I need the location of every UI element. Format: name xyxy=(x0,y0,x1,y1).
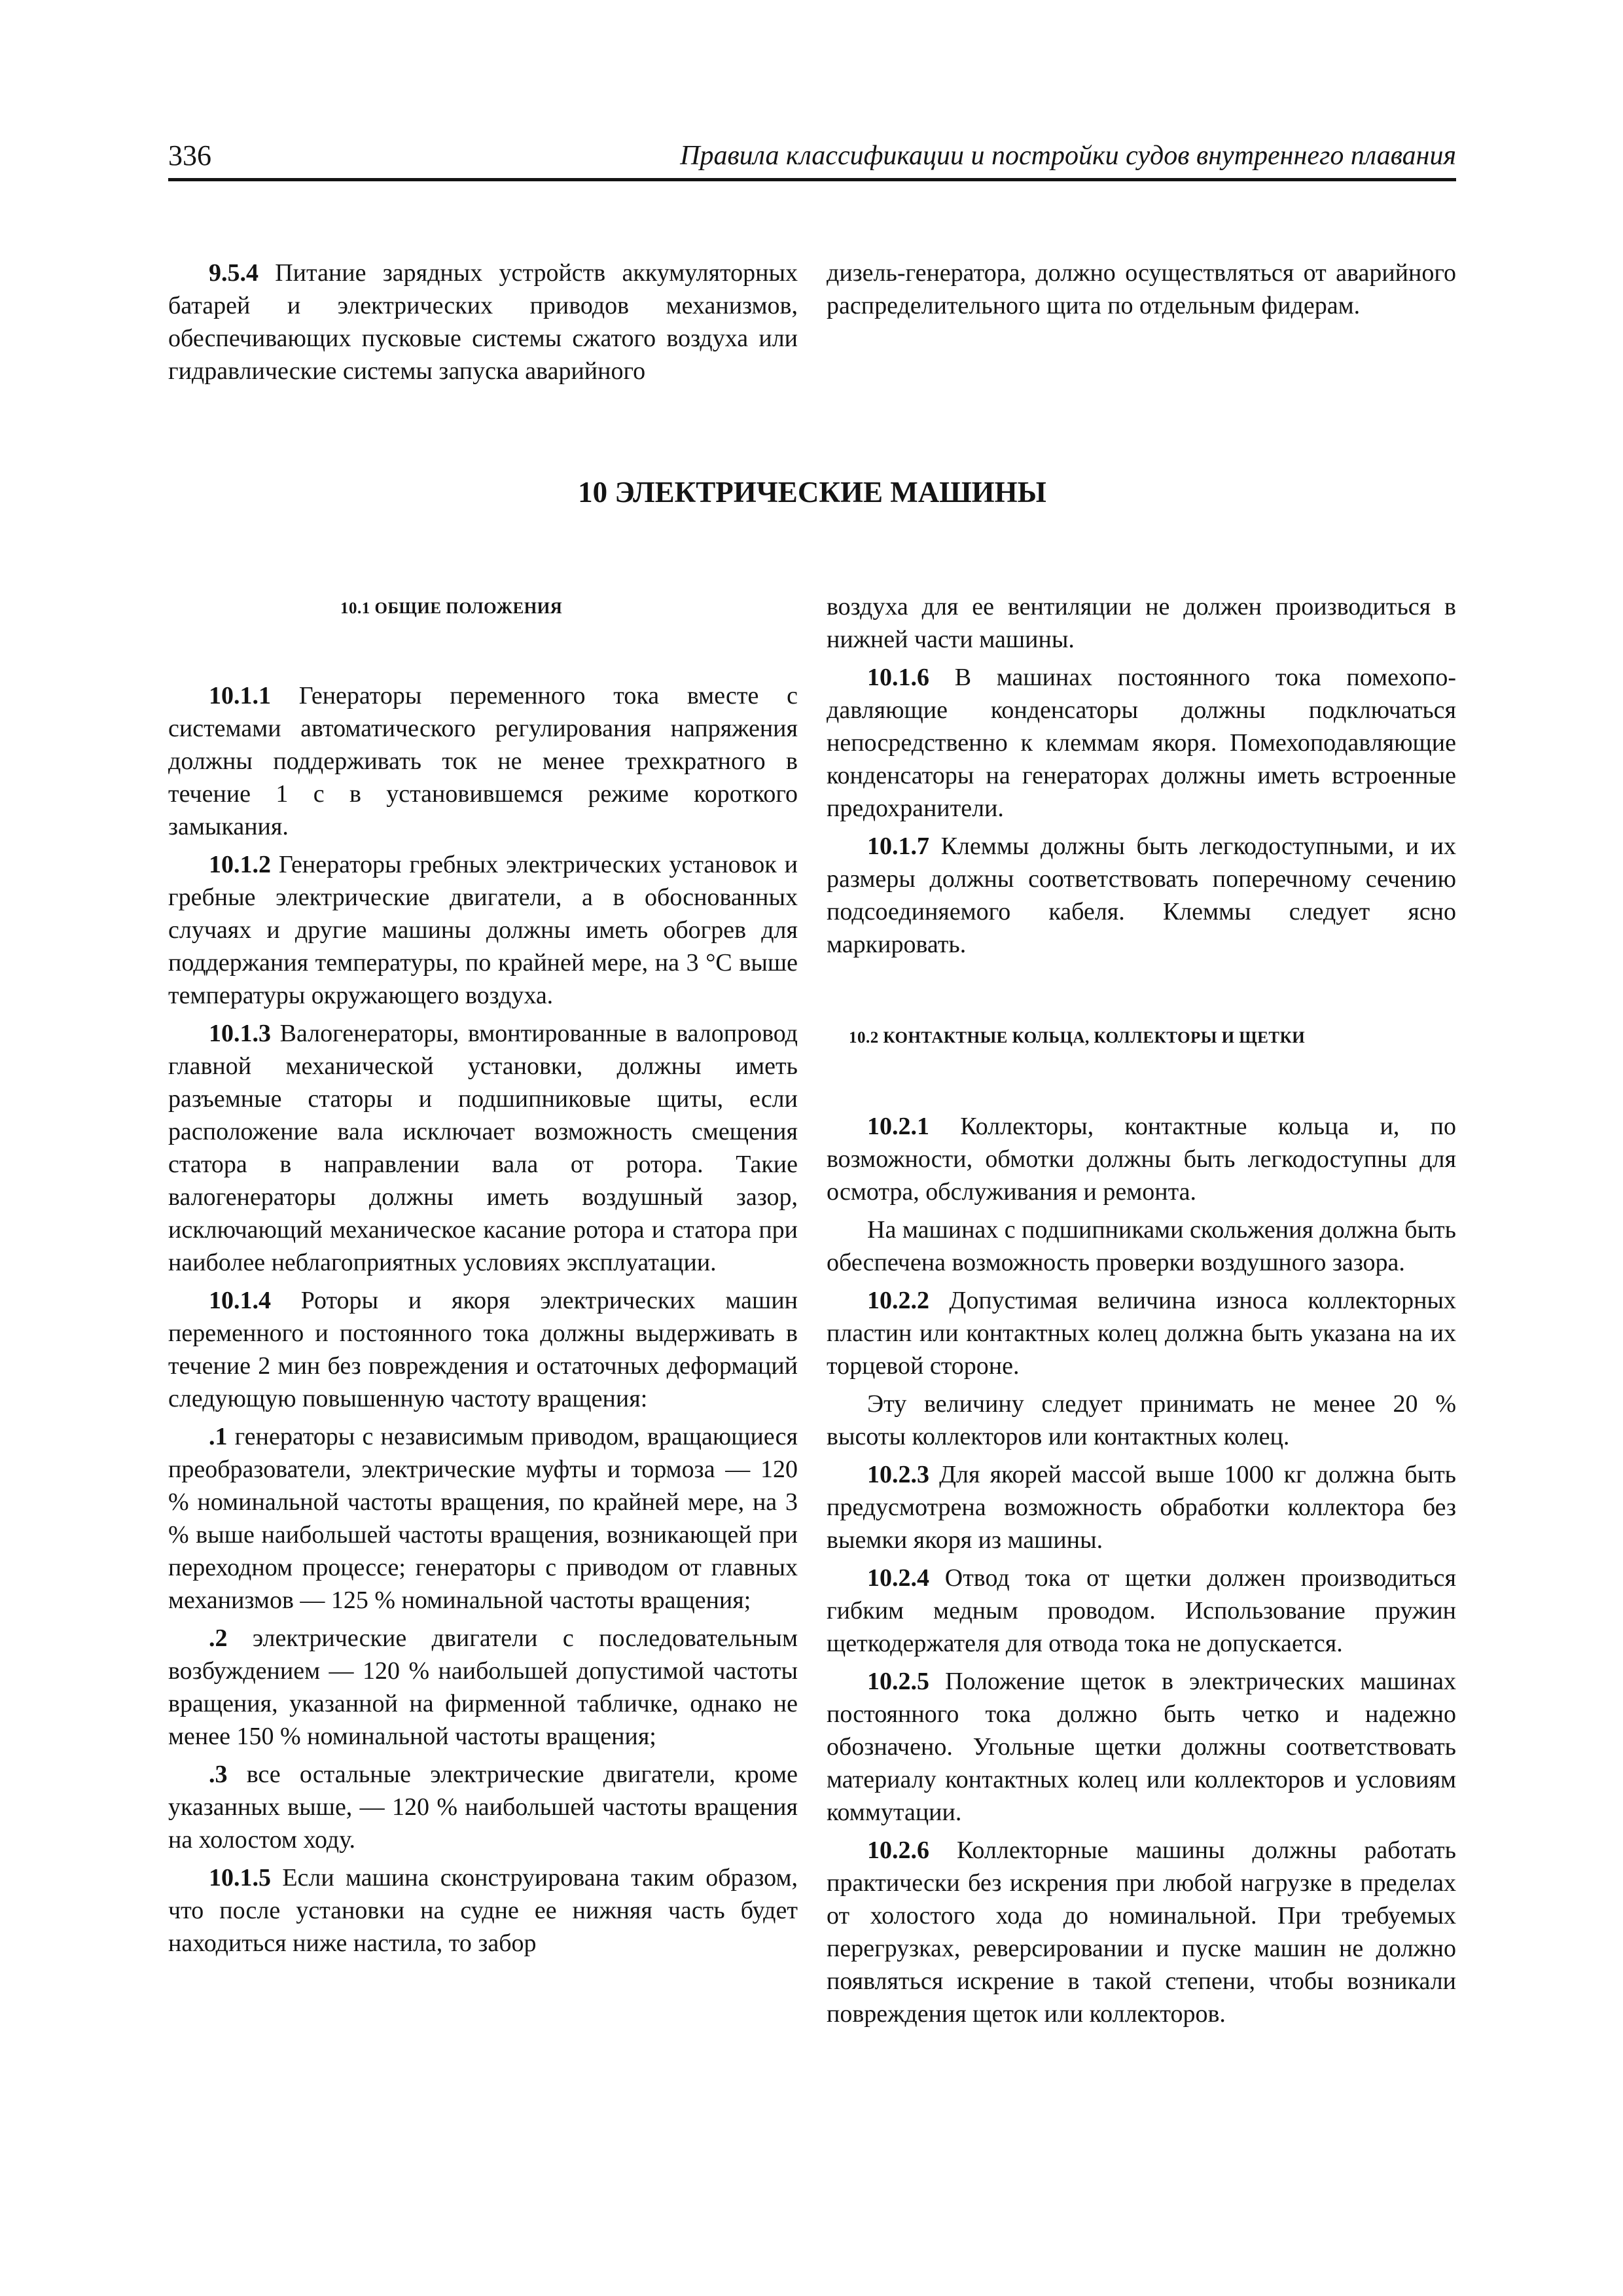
paragraph-10-1-2: 10.1.2 Генераторы гребных электрических установок и гребные электрические двигатели, а в обоснованных случаях и другие машины должны иметь обогрев для поддержания температуры, по крайней мере, на 3 °С выше температуры окружающего воздуха. xyxy=(168,851,798,1009)
paragraph-10-1-3: 10.1.3 Валогенераторы, вмонтированные в валопровод главной механической установки, должны иметь разъемные статоры и подшипниковые щиты, если расположение вала исключает возможность смещения статора в направлении вала от ротора. Такие валогенераторы должны иметь воздушный зазор, исключающий механическое касание ротора и статора при наиболее неблагоприятных условиях эксплуатации. xyxy=(168,1020,798,1276)
paragraph-10-2-2-b: Эту величину следует принимать не менее 20 % высоты коллекторов или контактных колец. xyxy=(827,1390,1456,1450)
paragraph-10-1-4: 10.1.4 Роторы и якоря электрических машин переменного и постоянного тока должны выдерживать в течение 2 мин без повреждения и остаточных деформаций следующую повышенную частоту вращения: xyxy=(168,1287,798,1412)
paragraph-10-2-5: 10.2.5 Положение щеток в электрических машинах постоянного тока должно быть четко и надежно обозначено. Угольные щетки должны соответствовать материалу контактных колец или коллекторов и условиям коммутации. xyxy=(827,1668,1456,1826)
top-right-column xyxy=(827,257,1456,322)
paragraph-10-1-7: 10.1.7 Клеммы должны быть легкодоступными, и их размеры должны соответствовать поперечному сечению подсоединяемого кабеля. Клеммы следует ясно маркировать. xyxy=(827,833,1456,958)
paragraph-9-5-4-continued: дизель-генератора, должно осуществляться от аварийного распределительного щита по отдельным фидерам. xyxy=(827,259,1456,319)
paragraph-10-1-1: 10.1.1 Генераторы переменного тока вместе с системами автоматического регулирования напряжения должны поддерживать ток не менее трехкратного в течение 1 с в установившемся режиме короткого замыкания. xyxy=(168,682,798,840)
list-item-1: .1 генераторы с независимым приводом, вращающиеся преобразователи, электрические муфты и тормоза — 120 % номинальной частоты вращения, по крайней мере, на 3 % выше наибольшей частоты вращения, возникающей при переходном процессе; генераторы с приводом от главных механизмов — 125 % номинальной частоты вращения; xyxy=(168,1423,798,1614)
top-left-column xyxy=(168,257,798,387)
page-header xyxy=(168,137,1456,181)
paragraph-10-2-4: 10.2.4 Отвод тока от щетки должен производиться гибким медным проводом. Использование пружин щеткодержателя для отвода тока не допускается. xyxy=(827,1564,1456,1657)
paragraph-10-1-5: 10.1.5 Если машина сконструирована таким образом, что после установки на судне ее нижняя часть будет находиться ниже настила, то забор xyxy=(168,1864,798,1957)
paragraph-10-2-3: 10.2.3 Для якорей массой выше 1000 кг должна быть предусмотрена возможность обработки коллектора без выемки якоря из машины. xyxy=(827,1461,1456,1554)
list-item-3: .3 все остальные электрические двигатели, кроме указанных выше, — 120 % наибольшей частоты вращения на холостом ходу. xyxy=(168,1761,798,1854)
section-title-10-1: 10.1 ОБЩИЕ ПОЛОЖЕНИЯ xyxy=(340,600,563,617)
chapter-title: 10 ЭЛЕКТРИЧЕСКИЕ МАШИНЫ xyxy=(578,476,1046,509)
paragraph-9-5-4: 9.5.4 Питание зарядных устройств аккумуляторных батарей и электрических приводов механизмов, обеспечивающих пусковые системы сжатого воздуха или гидравлические системы запуска аварийного xyxy=(168,259,798,385)
running-title: Правила классификации и постройки судов внутреннего плавания xyxy=(680,141,1456,171)
right-column-lower xyxy=(827,1110,1456,2030)
paragraph-10-1-6: 10.1.6 В машинах постоянного тока помехоподавляющие конденсаторы должны подключаться непосредственно к клеммам якоря. Помехоподавляющие конденсаторы на генераторах должны иметь встроенные предохранители. xyxy=(827,664,1456,822)
paragraph-10-2-6: 10.2.6 Коллекторные машины должны работать практически без искрения при любой нагрузке в пределах от холостого хода до номинальной. При требуемых перегрузках, реверсировании и пуске машин не должно появляться искрение в такой степени, чтобы возникали повреждения щеток или коллекторов. xyxy=(827,1837,1456,2028)
page-number: 336 xyxy=(168,139,211,171)
paragraph-10-2-1: 10.2.1 Коллекторы, контактные кольца и, по возможности, обмотки должны быть легкодоступны для осмотра, обслуживания и ремонта. xyxy=(827,1113,1456,1206)
list-item-2: .2 электрические двигатели с последовательным возбуждением — 120 % наибольшей допустимой частоты вращения, указанной на фирменной табличке, однако не менее 150 % номинальной частоты вращения; xyxy=(168,1624,798,1750)
section-title-10-2: 10.2 КОНТАКТНЫЕ КОЛЬЦА, КОЛЛЕКТОРЫ И ЩЕТКИ xyxy=(849,1029,1306,1047)
paragraph-10-2-2: 10.2.2 Допустимая величина износа коллекторных пластин или контактных колец должна быть указана на их торцевой стороне. xyxy=(827,1287,1456,1380)
paragraph-10-2-1-b: На машинах с подшипниками скольжения должна быть обеспечена возможность проверки воздушного зазора. xyxy=(827,1216,1456,1276)
paragraph-10-1-5-continued: воздуха для ее вентиляции не должен производиться в нижней части машины. xyxy=(827,593,1456,653)
left-column xyxy=(168,679,798,1960)
right-column-upper xyxy=(827,590,1456,961)
